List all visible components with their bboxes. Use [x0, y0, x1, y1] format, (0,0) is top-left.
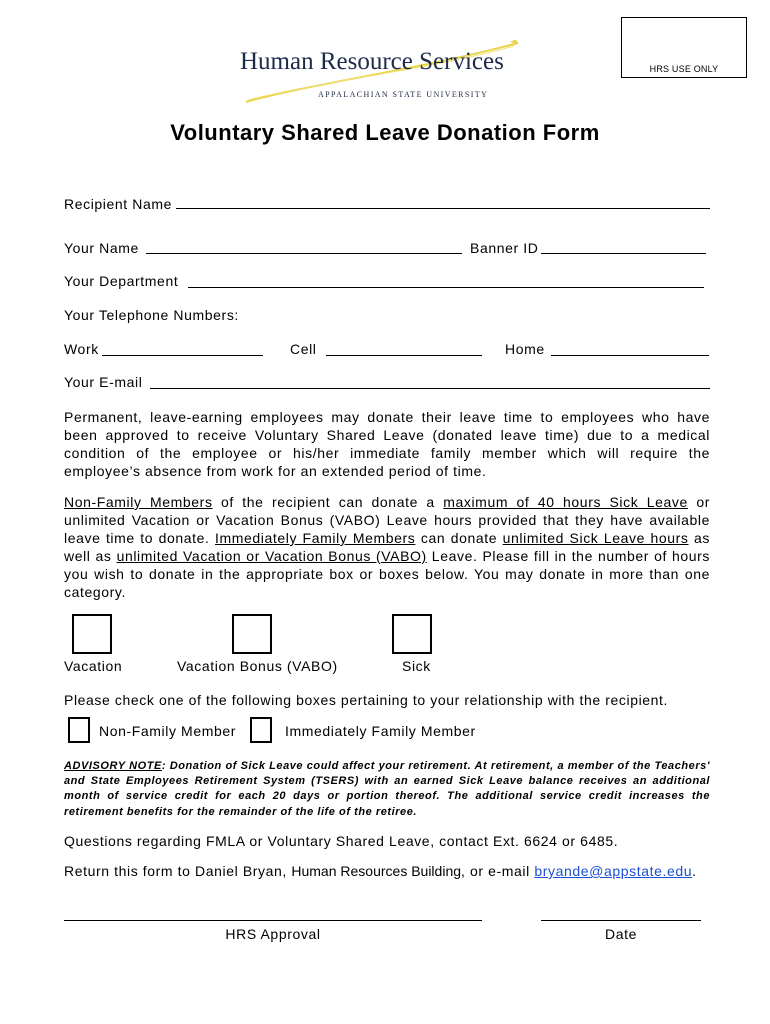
your-name-field[interactable] [146, 253, 462, 254]
eligibility-paragraph: Permanent, leave-earning employees may donate their leave time to employees who have been approved to receive Voluntary Shared Leave (donated leave time) due to a medical condition of the employee or his/her immediate family member which will require the employee’s absence from work for an extended period of time. [64, 409, 710, 479]
unlimited-vacation-text: unlimited Vacation or Vacation Bonus (VABO) [116, 548, 427, 564]
non-family-members-text: Non-Family Members [64, 494, 213, 510]
return-instructions [64, 863, 697, 879]
banner-id-field[interactable] [541, 253, 706, 254]
recipient-name-field[interactable] [176, 208, 710, 209]
work-phone-field[interactable] [102, 355, 263, 356]
non-family-label: Non-Family Member [99, 723, 236, 739]
return-mid: , or e-mail [461, 863, 535, 879]
vabo-hours-box[interactable] [232, 614, 272, 654]
non-family-checkbox[interactable] [68, 717, 90, 743]
relationship-prompt: Please check one of the following boxes pertaining to your relationship with the recipient. [64, 692, 669, 708]
home-phone-label: Home [505, 341, 545, 357]
hr-building: Human Resources Building [291, 863, 462, 879]
university-name: APPALACHIAN STATE UNIVERSITY [318, 90, 489, 99]
your-name-label: Your Name [64, 240, 139, 256]
home-phone-field[interactable] [551, 355, 709, 356]
hrs-approval-label: HRS Approval [225, 926, 321, 942]
advisory-text: : Donation of Sick Leave could affect your retirement. At retirement, a member of the Teachers' and State Employees Retirement System (TSERS) with an earned Sick Leave balance receives an additional month of service credit for each 20 days or portion thereof. The additional service credit increases the retirement benefits for the remainder of the life of the retiree. [64, 760, 710, 818]
vabo-box-label: Vacation Bonus (VABO) [177, 658, 338, 674]
sick-box-label: Sick [402, 658, 431, 674]
vacation-hours-box[interactable] [72, 614, 112, 654]
advisory-note [64, 759, 710, 820]
advisory-label: ADVISORY NOTE [64, 760, 162, 772]
rules-text-1: of the recipient can donate a [212, 494, 444, 510]
sick-hours-box[interactable] [392, 614, 432, 654]
date-label: Date [605, 926, 637, 942]
hrs-use-only-box [621, 17, 747, 78]
rules-text-2: or unlimited Vacation or Vacation Bonus (VABO) Leave hours provided that they have available leave time to donate. [64, 494, 711, 546]
email-label: Your E-mail [64, 374, 143, 390]
family-members-text: Immediately Family Members [215, 530, 416, 546]
return-prefix: Return this form to Daniel Bryan, [64, 863, 292, 879]
department-label: Your Department [64, 273, 179, 289]
hrs-logo [238, 40, 538, 106]
department-field[interactable] [188, 287, 704, 288]
donation-rules-paragraph [64, 493, 710, 601]
hrs-approval-signature-line[interactable] [64, 920, 482, 921]
rules-text-5: Leave. Please fill in the number of hours you wish to donate in the appropriate box or boxes below. You may donate in more than one category. [64, 548, 711, 600]
family-checkbox[interactable] [250, 717, 272, 743]
rules-text-4: as well as [64, 530, 710, 564]
questions-text: Questions regarding FMLA or Voluntary Shared Leave, contact Ext. 6624 or 6485. [64, 833, 619, 849]
org-name: Human Resource Services [240, 48, 504, 75]
return-suffix: . [692, 863, 697, 879]
unlimited-sick-text: unlimited Sick Leave hours [502, 530, 689, 546]
banner-id-label: Banner ID [470, 240, 539, 256]
vacation-box-label: Vacation [64, 658, 123, 674]
hrs-use-only-label: HRS USE ONLY [649, 64, 719, 74]
telephone-heading: Your Telephone Numbers: [64, 307, 239, 323]
max-sick-leave-text: maximum of 40 hours Sick Leave [443, 494, 688, 510]
recipient-name-label: Recipient Name [64, 196, 172, 212]
rules-text-3: can donate [415, 530, 503, 546]
date-signature-line[interactable] [541, 920, 701, 921]
work-phone-label: Work [64, 341, 99, 357]
form-title: Voluntary Shared Leave Donation Form [170, 120, 600, 145]
email-link[interactable]: bryande@appstate.edu [534, 863, 693, 879]
family-label: Immediately Family Member [285, 723, 476, 739]
cell-phone-field[interactable] [326, 355, 482, 356]
email-field[interactable] [150, 388, 710, 389]
cell-phone-label: Cell [290, 341, 317, 357]
